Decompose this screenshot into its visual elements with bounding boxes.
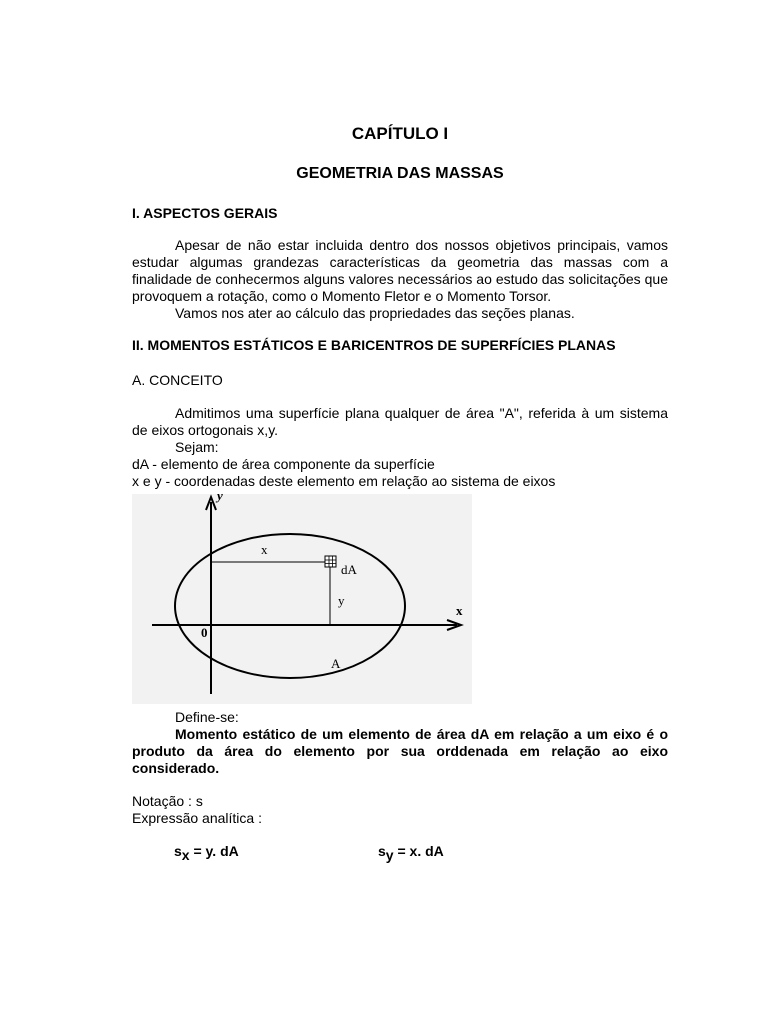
origin-label: 0 bbox=[201, 625, 208, 640]
subheading-conceito: A. CONCEITO bbox=[132, 372, 223, 388]
dA-element-square bbox=[325, 556, 336, 567]
formula-sx-base: s bbox=[174, 843, 182, 859]
formula-sy-base: s bbox=[378, 843, 386, 859]
formula-sx-rest: = y. dA bbox=[189, 843, 239, 859]
chapter-subtitle: GEOMETRIA DAS MASSAS bbox=[296, 165, 504, 182]
definition-xy: x e y - coordenadas deste elemento em relação ao sistema de eixos bbox=[132, 473, 556, 489]
definition-dA: dA - elemento de área componente da superfície bbox=[132, 456, 435, 472]
paragraph-aspectos-text: Apesar de não estar incluida dentro dos nossos objetivos principais, vamos estudar algumas grandezas características da geometria das massas com a finalidade de conhecermos alguns valores necessários ao estudo das solicitações que provoquem a rotação, como o Momento Fletor e o Momento Torsor. bbox=[132, 237, 668, 304]
area-ellipse bbox=[175, 534, 405, 678]
formula-sx bbox=[174, 843, 239, 863]
section-heading-aspectos-gerais: I. ASPECTOS GERAIS bbox=[132, 205, 278, 221]
figure-diagram bbox=[132, 494, 472, 704]
formula-sy-rest: = x. dA bbox=[393, 843, 444, 859]
paragraph-conceito bbox=[132, 405, 668, 439]
figure-area-element bbox=[132, 494, 472, 704]
y-axis-label: y bbox=[217, 494, 223, 503]
formula-sy-subscript: y bbox=[385, 847, 394, 863]
notation-line: Notação : s bbox=[132, 793, 203, 809]
x-axis-label: x bbox=[456, 603, 463, 618]
dA-label: dA bbox=[341, 562, 357, 577]
formula-sy bbox=[378, 843, 444, 863]
paragraph-conceito-text: Admitimos uma superfície plana qualquer de área "A", referida à um sistema de eixos ortogonais x,y. bbox=[132, 405, 668, 438]
define-se-label: Define-se: bbox=[175, 709, 239, 725]
chapter-title: CAPÍTULO I bbox=[351, 124, 449, 143]
paragraph-secoes-planas: Vamos nos ater ao cálculo das propriedades das seções planas. bbox=[175, 305, 575, 321]
section-heading-momentos-estaticos: II. MOMENTOS ESTÁTICOS E BARICENTROS DE SUPERFÍCIES PLANAS bbox=[132, 337, 616, 353]
y-coordinate-label: y bbox=[338, 593, 345, 608]
analytic-expression-label: Expressão analítica : bbox=[132, 810, 262, 826]
area-A-label: A bbox=[331, 656, 341, 671]
definition-bold-text: Momento estático de um elemento de área dA em relação a um eixo é o produto da área do elemento por sua orddenada em relação ao eixo considerado. bbox=[132, 726, 668, 776]
x-coordinate-label: x bbox=[261, 542, 268, 557]
paragraph-aspectos bbox=[132, 237, 668, 322]
sejam-label: Sejam: bbox=[175, 439, 219, 455]
formula-sx-subscript: x bbox=[181, 847, 190, 863]
